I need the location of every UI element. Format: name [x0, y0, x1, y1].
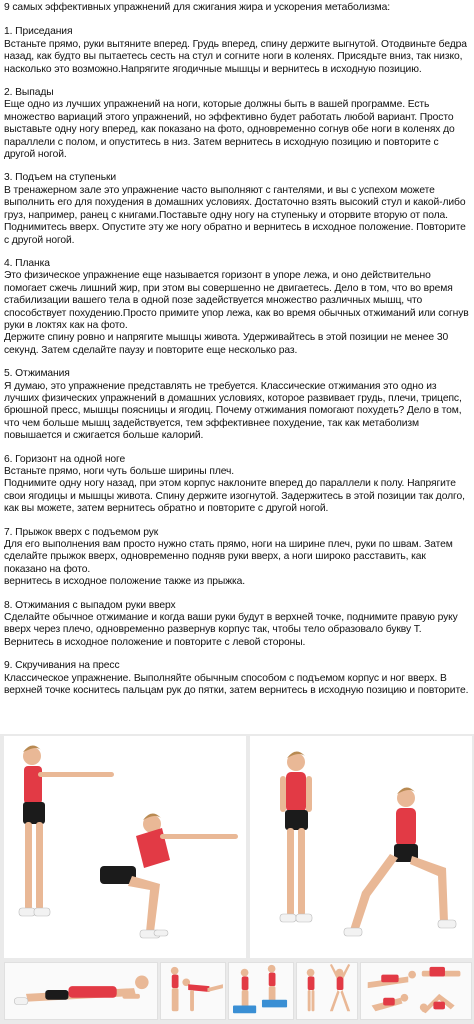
exercise-title: 7. Прыжок вверх с подъемом рук	[4, 526, 159, 538]
exercise-crunches	[4, 660, 470, 697]
lunge-photo	[250, 736, 472, 958]
exercise-text: Встаньте прямо, руки вытяните вперед. Грудь вперед, спину держите выгнутой. Отодвиньте бедра назад, как будто вы пытаетесь сесть на стул и согните ноги в коленях. Присядьте вниз, так низко, насколько это возможно.Напрягите ягодичные мышцы и вернитесь в исходную позицию.	[4, 38, 467, 75]
exercise-title: 4. Планка	[4, 257, 50, 269]
balance-illustration	[161, 963, 225, 1019]
article	[4, 2, 470, 709]
exercise-title: 1. Приседания	[4, 26, 73, 38]
push-up-crunch-thumbnail	[360, 962, 472, 1020]
exercise-text: Сделайте обычное отжимание и когда ваши руки будут в верхней точке, поднимите правую руку вверх через плечо, одновременно развернув корпус так, чтобы тело образовало букву Т. Вернитесь в исходное положение и повторите с левой стороны.	[4, 612, 458, 648]
exercise-plank	[4, 258, 470, 357]
exercise-squats	[4, 26, 470, 76]
exercise-text: Встаньте прямо, ноги чуть больше ширины плеч.	[4, 466, 235, 477]
exercise-text: Держите спину ровно и напрягите мышцы живота. Удерживайтесь в этой позиции не менее 30 секунд. Затем сделайте паузу и повторите еще несколько раз.	[4, 332, 449, 356]
exercise-push-ups	[4, 368, 470, 442]
squat-illustration	[4, 736, 246, 958]
exercise-step-ups	[4, 172, 470, 246]
exercise-t-push-ups	[4, 600, 470, 650]
exercise-jumping-jacks	[4, 527, 470, 589]
squat-photo	[4, 736, 246, 958]
exercise-text: Я думаю, это упражнение представлять не требуется. Классические отжимания это одно из лучших физических упражнений в домашних условиях, которое развивает грудь, плечи, трицепс, брюшной пресс, мышцы поясницы и ягодиц. Почему отжимания помогают похудеть? Дело в том, что чем больше мышц задействуется, тем эффективнее похудение, так как метаболизм повышается и сжигается больше калорий.	[4, 380, 462, 442]
lunge-illustration	[250, 736, 472, 958]
article-intro: 9 самых эффективных упражнений для сжигания жира и ускорения метаболизма:	[4, 2, 391, 13]
step-up-thumbnail	[228, 962, 294, 1020]
exercise-photo-collage	[0, 734, 474, 1024]
jumping-jack-illustration	[297, 963, 357, 1019]
exercise-text: Еще одно из лучших упражнений на ноги, которые должны быть в вашей программе. Есть множество вариаций этого упражнений, но эффективно будет работать любой вариант. Просто выставьте одну ногу вперед, как показано на фото, одновременно согнув обе ноги в коленях до параллели с полом, и опуститесь в низ. Затем вернитесь в исходную позицию и повторите с другой ногой.	[4, 99, 455, 161]
exercise-text: Поднимите одну ногу назад, при этом корпус наклоните вперед до параллели к полу. Напрягите свои ягодицы и мышцы живота. Спину держите изогнутой. Задержитесь в этой позиции так долго, как вы можете, затем вернитесь обратно и повторите с другой ногой.	[4, 478, 465, 515]
exercise-title: 2. Выпады	[4, 87, 54, 99]
exercise-title: 5. Отжимания	[4, 368, 70, 380]
exercise-title: 6. Горизонт на одной ноге	[4, 453, 126, 465]
exercise-title: 9. Скручивания на пресс	[4, 660, 120, 672]
push-up-crunch-illustration	[361, 963, 471, 1019]
exercise-title: 3. Подъем на ступеньки	[4, 172, 117, 184]
exercise-one-leg-balance	[4, 454, 470, 516]
exercise-text: В тренажерном зале это упражнение часто выполняют с гантелями, и вы с успехом можете выполнить его для похудения в домашних условиях. Достаточно взять высокий стул и какой-либо груз, например, ранец с книгами.Поставьте одну ногу на ступеньку и оторвите вторую от пола. Поднимитесь вверх. Опустите эту же ногу обратно и вернитесь в исходное положение. Повторите с другой ногой.	[4, 184, 466, 246]
exercise-text: вернитесь в исходное положение также из прыжка.	[4, 576, 246, 588]
step-up-illustration	[229, 963, 293, 1019]
jumping-jack-thumbnail	[296, 962, 358, 1020]
one-leg-balance-thumbnail	[160, 962, 226, 1020]
exercise-text: Классическое упражнение. Выполняйте обычным способом с подъемом корпус и ног вверх. В верхней точке коснитесь пальцам рук до пятки, затем вернитесь в исходную позицию и повторите.	[4, 672, 469, 697]
exercise-text: Это физическое упражнение еще называется горизонт в упоре лежа, и оно действительно помогает сжечь лишний жир, при этом вы совершенно не двигаетесь. Дело в том, что во время стабилизации вашего тела в одной позе задействуется множество различных мышц, что способствует похудению.Просто примите упор лежа, как во время обычных отжиманий или согнув руки в локтях как на фото.	[4, 270, 469, 331]
plank-thumbnail	[4, 962, 158, 1020]
exercise-lunges	[4, 87, 470, 161]
exercise-text: Для его выполнения вам просто нужно стать прямо, ноги на ширине плеч, руки по швам. Затем сделайте прыжок вверх, одновременно подняв руки вверх, а ноги широко расставить, как показано на фото.	[4, 539, 453, 575]
exercise-title: 8. Отжимания с выпадом руки вверх	[4, 599, 176, 611]
plank-illustration	[5, 963, 157, 1019]
